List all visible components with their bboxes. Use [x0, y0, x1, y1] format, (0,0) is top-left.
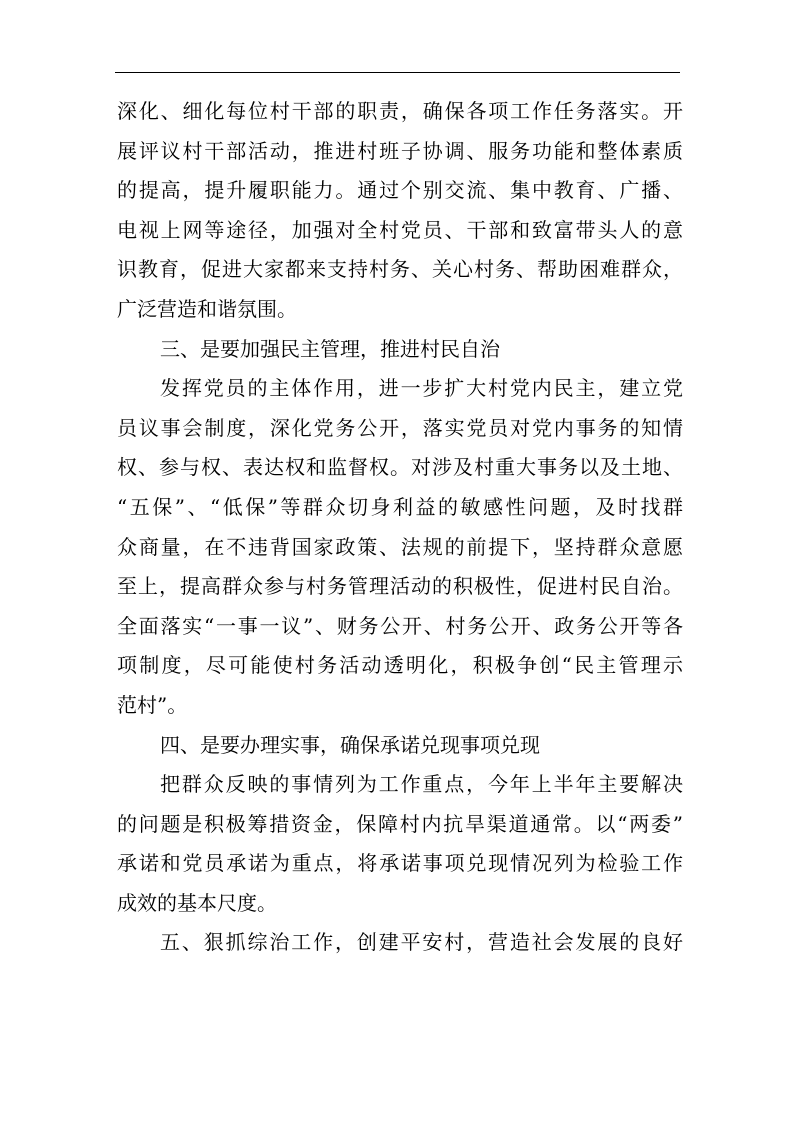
text-line: 项制度，尽可能使村务活动透明化，积极争创“民主管理示 — [117, 653, 683, 678]
text-line: “五保”、“低保”等群众切身利益的敏感性问题，及时找群 — [117, 494, 683, 519]
text-line: 至上，提高群众参与村务管理活动的积极性，促进村民自治。 — [117, 574, 683, 599]
text-line: 权、参与权、表达权和监督权。对涉及村重大事务以及土地、 — [117, 455, 683, 480]
text-line: 全面落实“一事一议”、财务公开、村务公开、政务公开等各 — [117, 613, 683, 638]
text-line: 发挥党员的主体作用，进一步扩大村党内民主，建立党 — [160, 376, 683, 401]
text-line: 成效的基本尺度。 — [117, 890, 277, 915]
text-line: 的提高，提升履职能力。通过个别交流、集中教育、广播、 — [117, 178, 683, 203]
header-rule — [115, 72, 680, 73]
section-heading: 三、是要加强民主管理，推进村民自治 — [160, 336, 500, 361]
text-line: 展评议村干部活动，推进村班子协调、服务功能和整体素质 — [117, 138, 683, 163]
text-line: 承诺和党员承诺为重点，将承诺事项兑现情况列为检验工作 — [117, 851, 683, 876]
document-body — [117, 92, 683, 963]
text-line: 电视上网等途径，加强对全村党员、干部和致富带头人的意 — [117, 217, 683, 242]
text-line: 识教育，促进大家都来支持村务、关心村务、帮助困难群众， — [117, 257, 683, 282]
text-line: 深化、细化每位村干部的职责，确保各项工作任务落实。开 — [117, 99, 683, 123]
text-line: 的问题是积极筹措资金，保障村内抗旱渠道通常。以“两委” — [117, 811, 683, 836]
text-line: 员议事会制度，深化党务公开，落实党员对党内事务的知情 — [117, 415, 683, 440]
text-line: 范村”。 — [117, 692, 188, 717]
section-heading: 四、是要办理实事，确保承诺兑现事项兑现 — [160, 732, 540, 757]
text-line: 把群众反映的事情列为工作重点，今年上半年主要解决 — [160, 772, 683, 797]
text-line: 广泛营造和谐氛围。 — [117, 296, 297, 321]
text-line: 众商量，在不违背国家政策、法规的前提下，坚持群众意愿 — [117, 534, 683, 559]
section-heading: 五、狠抓综治工作，创建平安村，营造社会发展的良好 — [160, 930, 683, 955]
